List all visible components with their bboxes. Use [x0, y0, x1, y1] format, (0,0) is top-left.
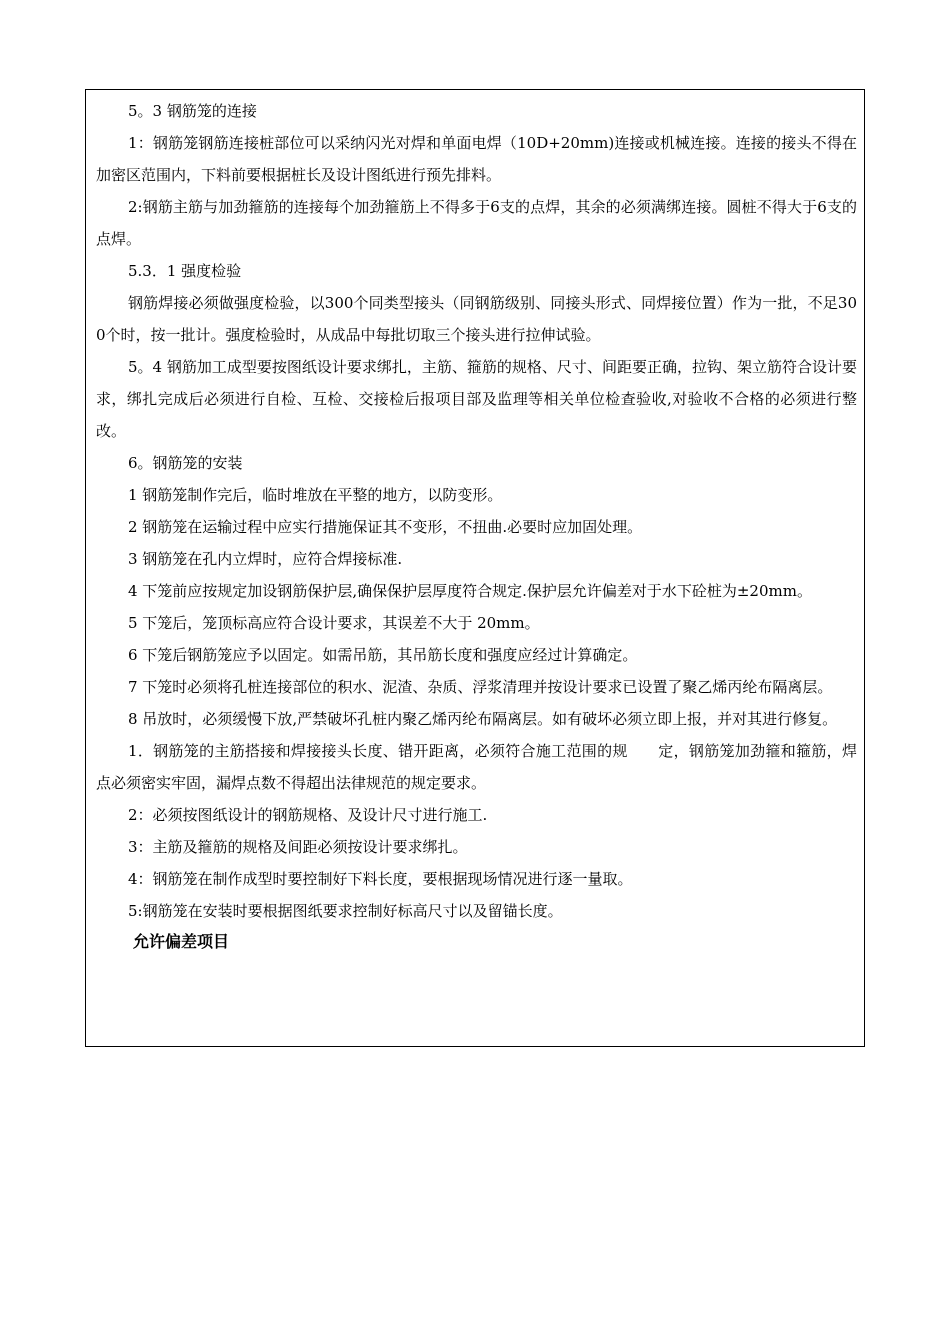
paragraph-req-1: 1．钢筋笼的主筋搭接和焊接接头长度、错开距离，必须符合施工范围的规 定，钢筋笼加劲箍和箍筋，焊点必须密实牢固，漏焊点数不得超出法律规范的规定要求。: [96, 742, 857, 792]
paragraph-install-1: 1 钢筋笼制作完后，临时堆放在平整的地方，以防变形。: [128, 486, 503, 504]
section-heading-tolerance: 允许偏差项目: [133, 932, 230, 951]
paragraph-6-title: 6。钢筋笼的安装: [128, 454, 243, 472]
paragraph-req-2: 2：必须按图纸设计的钢筋规格、及设计尺寸进行施工.: [128, 806, 488, 824]
paragraph-strength-test: 钢筋焊接必须做强度检验，以300个同类型接头（同钢筋级别、同接头形式、同焊接位置）作为一批，不足300个时，按一批计。强度检验时，从成品中每批切取三个接头进行拉伸试验。: [96, 294, 857, 344]
paragraph-5-3-1-title: 5.3．1 强度检验: [128, 262, 242, 280]
paragraph-install-6: 6 下笼后钢筋笼应予以固定。如需吊筋，其吊筋长度和强度应经过计算确定。: [128, 646, 638, 664]
paragraph-req-4: 4：钢筋笼在制作成型时要控制好下料长度，要根据现场情况进行逐一量取。: [128, 870, 633, 888]
paragraph-req-5: 5:钢筋笼在安装时要根据图纸要求控制好标高尺寸以及留锚长度。: [128, 902, 563, 920]
content-frame: [85, 89, 865, 1047]
paragraph-5-3-title: 5。3 钢筋笼的连接: [128, 102, 257, 120]
paragraph-5-4: 5。4 钢筋加工成型要按图纸设计要求绑扎，主筋、箍筋的规格、尺寸、间距要正确，拉钩、架立筋符合设计要求，绑扎完成后必须进行自检、互检、交接检后报项目部及监理等相关单位检查验收,对验收不合格的必须进行整改。: [96, 358, 857, 440]
paragraph-install-2: 2 钢筋笼在运输过程中应实行措施保证其不变形，不扭曲.必要时应加固处理。: [128, 518, 643, 536]
paragraph-install-8: 8 吊放时，必须缓慢下放,严禁破坏孔桩内聚乙烯丙纶布隔离层。如有破坏必须立即上报，并对其进行修复。: [128, 710, 838, 728]
content-body: [96, 95, 857, 957]
paragraph-install-4: 4 下笼前应按规定加设钢筋保护层,确保保护层厚度符合规定.保护层允许偏差对于水下砼桩为±20mm。: [128, 582, 812, 600]
paragraph-install-5: 5 下笼后，笼顶标高应符合设计要求，其误差不大于 20mm。: [128, 614, 540, 632]
paragraph-connection-2: 2:钢筋主筋与加劲箍筋的连接每个加劲箍筋上不得多于6支的点焊，其余的必须满绑连接。圆桩不得大于6支的点焊。: [96, 198, 857, 248]
paragraph-install-7: 7 下笼时必须将孔桩连接部位的积水、泥渣、杂质、浮浆清理并按设计要求已设置了聚乙烯丙纶布隔离层。: [128, 678, 833, 696]
paragraph-req-3: 3：主筋及箍筋的规格及间距必须按设计要求绑扎。: [128, 838, 468, 856]
paragraph-connection-1: 1：钢筋笼钢筋连接桩部位可以采纳闪光对焊和单面电焊（10D+20mm)连接或机械连接。连接的接头不得在加密区范围内，下料前要根据桩长及设计图纸进行预先排料。: [96, 134, 857, 184]
paragraph-install-3: 3 钢筋笼在孔内立焊时，应符合焊接标准.: [128, 550, 403, 568]
